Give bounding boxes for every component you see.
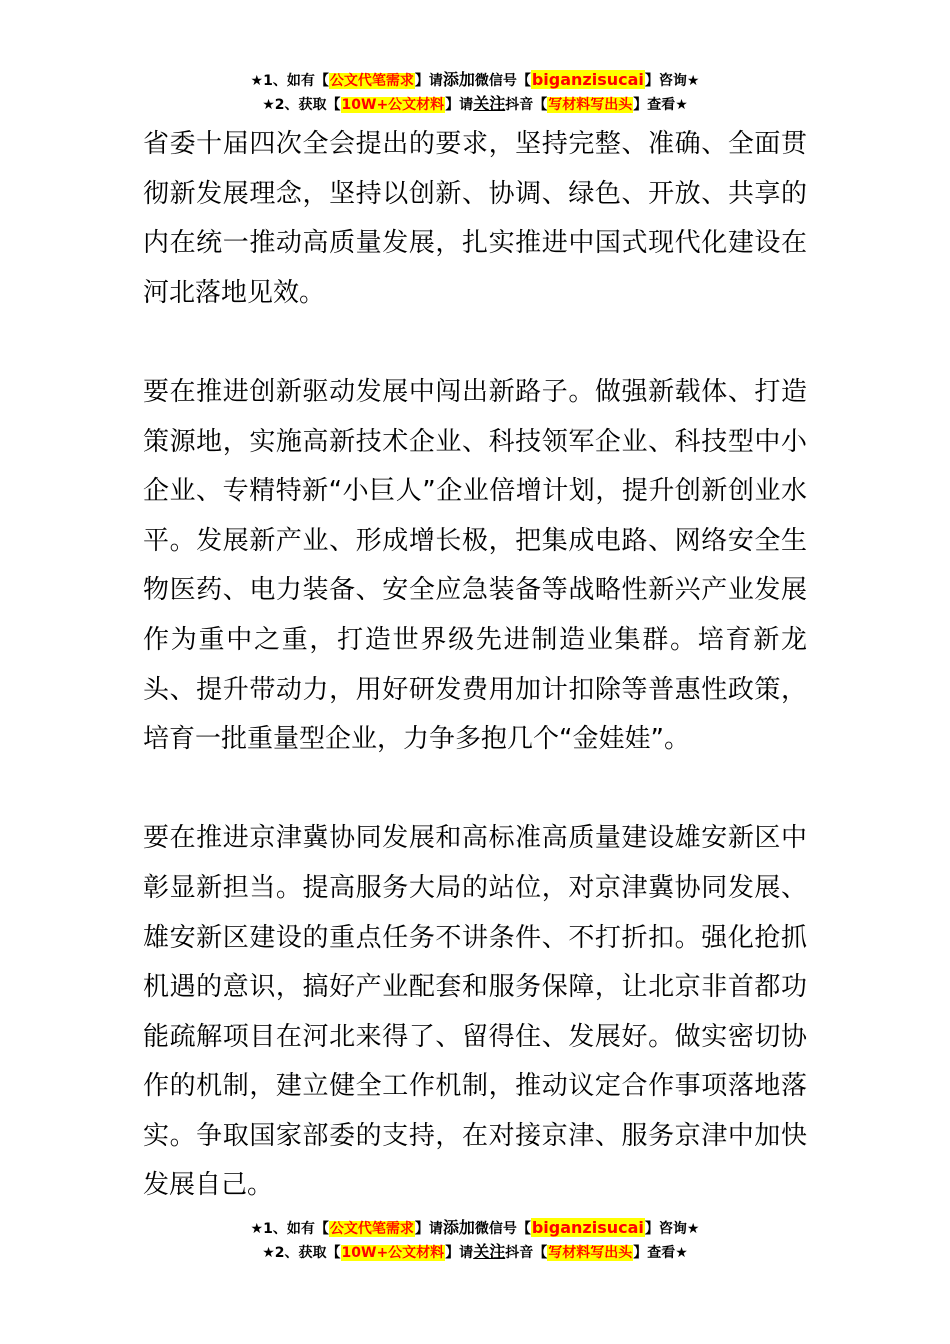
banner-highlight: 公文代笔需求 [329, 1221, 414, 1237]
banner-highlight: 公文代笔需求 [329, 73, 414, 89]
header-banner [0, 68, 950, 116]
paragraph-spacer [143, 318, 807, 368]
banner-emphasis: 关注 [473, 94, 506, 113]
banner-highlight: 10W+公文材料 [341, 1245, 445, 1261]
banner-text: 】请 [445, 97, 474, 113]
banner-text: ★1、如有【 [250, 1221, 329, 1237]
banner-line-2 [0, 1240, 950, 1264]
banner-text: 微信号【 [474, 73, 531, 89]
banner-text: 抖音【 [505, 1245, 548, 1261]
banner-text: 】咨询★ [644, 73, 700, 89]
banner-text: 】查看★ [633, 1245, 688, 1261]
banner-emphasis: 添加 [442, 1218, 475, 1237]
banner-text: ★2、获取【 [262, 1245, 341, 1261]
banner-line-1 [0, 1216, 950, 1240]
banner-text: 】请 [445, 1245, 474, 1261]
banner-highlight: 写材料写出头 [548, 1245, 633, 1261]
banner-emphasis: 关注 [473, 1242, 506, 1261]
footer-banner [0, 1216, 950, 1264]
banner-text: 】请 [414, 1221, 443, 1237]
paragraph: 省委十届四次全会提出的要求，坚持完整、准确、全面贯彻新发展理念，坚持以创新、协调、绿色、开放、共享的内在统一推动高质量发展，扎实推进中国式现代化建设在河北落地见效。 [143, 129, 807, 308]
banner-highlight: biganzisucai [531, 70, 644, 89]
document-body [143, 120, 807, 1211]
banner-text: 微信号【 [474, 1221, 531, 1237]
paragraph: 要在推进京津冀协同发展和高标准高质量建设雄安新区中彰显新担当。提高服务大局的站位，对京津冀协同发展、雄安新区建设的重点任务不讲条件、不打折扣。强化抢抓机遇的意识，搞好产业配套和服务保障，让北京非首都功能疏解项目在河北来得了、留得住、发展好。做实密切协作的机制，建立健全工作机制，推动议定合作事项落地落实。争取国家部委的支持，在对接京津、服务京津中加快发展自己。 [143, 823, 807, 1201]
banner-highlight: biganzisucai [531, 1218, 644, 1237]
banner-emphasis: 添加 [442, 70, 475, 89]
banner-highlight: 写材料写出头 [548, 97, 633, 113]
paragraph-spacer [143, 765, 807, 815]
banner-text: ★2、获取【 [262, 97, 341, 113]
banner-text: 】咨询★ [644, 1221, 700, 1237]
banner-text: 抖音【 [505, 97, 548, 113]
banner-line-2 [0, 92, 950, 116]
banner-line-1 [0, 68, 950, 92]
banner-text: 】查看★ [633, 97, 688, 113]
banner-highlight: 10W+公文材料 [341, 97, 445, 113]
banner-text: ★1、如有【 [250, 73, 329, 89]
paragraph: 要在推进创新驱动发展中闯出新路子。做强新载体、打造策源地，实施高新技术企业、科技领军企业、科技型中小企业、专精特新“小巨人”企业倍增计划，提升创新创业水平。发展新产业、形成增长极，把集成电路、网络安全生物医药、电力装备、安全应急装备等战略性新兴产业发展作为重中之重，打造世界级先进制造业集群。培育新龙头、提升带动力，用好研发费用加计扣除等普惠性政策，培育一批重量型企业，力争多抱几个“金娃娃”。 [143, 376, 807, 755]
banner-text: 】请 [414, 73, 443, 89]
